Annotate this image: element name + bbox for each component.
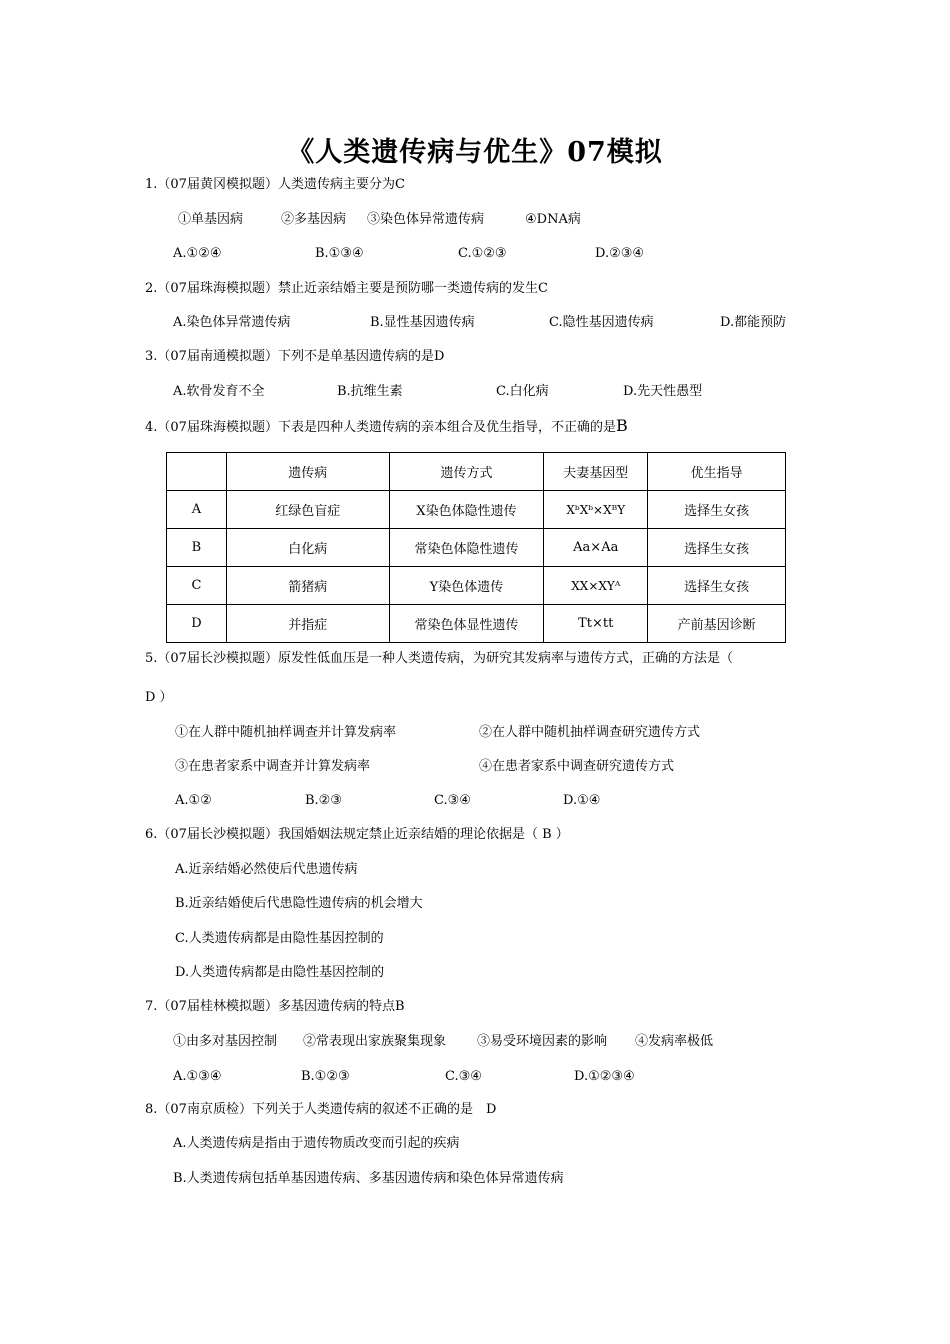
table-cell: 选择生女孩 bbox=[648, 491, 786, 529]
q6-option-b: B.近亲结婚使后代患隐性遗传病的机会增大 bbox=[175, 896, 423, 911]
question-8-stem: 8.（07南京质检）下列关于人类遗传病的叙述不正确的是 D bbox=[145, 1102, 497, 1117]
question-5-stem-continued: D ） bbox=[145, 690, 173, 705]
q7-item-2: ②常表现出家族聚集现象 bbox=[303, 1034, 447, 1049]
table-row bbox=[167, 567, 786, 605]
q2-option-b: B.显性基因遗传病 bbox=[370, 315, 475, 330]
table-header-cell: 优生指导 bbox=[648, 453, 786, 491]
q1-item-2: ②多基因病 bbox=[281, 212, 347, 227]
question-7-stem: 7.（07届桂林模拟题）多基因遗传病的特点B bbox=[145, 999, 405, 1014]
question-4-stem bbox=[145, 417, 628, 437]
table-row bbox=[167, 605, 786, 643]
table-cell: 常染色体隐性遗传 bbox=[389, 529, 544, 567]
q3-option-b: B.抗维生素 bbox=[337, 384, 403, 399]
table-cell: X染色体隐性遗传 bbox=[389, 491, 544, 529]
table-cell: Aa×Aa bbox=[544, 529, 648, 567]
table-cell: 选择生女孩 bbox=[648, 529, 786, 567]
table-cell: 红绿色盲症 bbox=[226, 491, 389, 529]
q1-item-4: ④DNA病 bbox=[525, 212, 581, 227]
q5-item-1: ①在人群中随机抽样调查并计算发病率 bbox=[175, 725, 397, 740]
table-row bbox=[167, 491, 786, 529]
q5-option-b: B.②③ bbox=[305, 793, 342, 808]
q3-option-a: A.软骨发育不全 bbox=[173, 384, 265, 399]
q2-option-d: D.都能预防 bbox=[720, 315, 787, 330]
q1-option-d: D.②③④ bbox=[595, 246, 645, 261]
q2-option-a: A.染色体异常遗传病 bbox=[173, 315, 291, 330]
table-cell: 常染色体显性遗传 bbox=[389, 605, 544, 643]
table-header-cell: 遗传方式 bbox=[389, 453, 544, 491]
table-header-row bbox=[167, 453, 786, 491]
q1-option-a: A.①②④ bbox=[173, 246, 222, 261]
question-3-stem: 3.（07届南通模拟题）下列不是单基因遗传病的是D bbox=[145, 349, 445, 364]
table-cell: 选择生女孩 bbox=[648, 567, 786, 605]
table-cell: B bbox=[167, 529, 227, 567]
question-2-stem: 2.（07届珠海模拟题）禁止近亲结婚主要是预防哪一类遗传病的发生C bbox=[145, 281, 548, 296]
q6-option-c: C.人类遗传病都是由隐性基因控制的 bbox=[175, 931, 384, 946]
q2-option-c: C.隐性基因遗传病 bbox=[549, 315, 654, 330]
q7-item-4: ④发病率极低 bbox=[635, 1034, 714, 1049]
q5-item-4: ④在患者家系中调查研究遗传方式 bbox=[479, 759, 675, 774]
q5-option-a: A.①② bbox=[175, 793, 212, 808]
q1-item-1: ①单基因病 bbox=[178, 212, 244, 227]
q7-option-d: D.①②③④ bbox=[574, 1069, 635, 1084]
q7-item-1: ①由多对基因控制 bbox=[173, 1034, 278, 1049]
table-cell: Tt×tt bbox=[544, 605, 648, 643]
q7-option-c: C.③④ bbox=[445, 1069, 482, 1084]
q5-option-c: C.③④ bbox=[434, 793, 471, 808]
table-cell: 白化病 bbox=[226, 529, 389, 567]
q1-option-b: B.①③④ bbox=[315, 246, 364, 261]
q3-option-d: D.先天性愚型 bbox=[623, 384, 703, 399]
q7-item-3: ③易受环境因素的影响 bbox=[477, 1034, 608, 1049]
q8-option-a: A.人类遗传病是指由于遗传物质改变而引起的疾病 bbox=[173, 1136, 460, 1151]
q1-option-c: C.①②③ bbox=[458, 246, 507, 261]
page-title: 《人类遗传病与优生》07模拟 bbox=[287, 137, 663, 168]
table-header-cell: 遗传病 bbox=[226, 453, 389, 491]
table-cell: 并指症 bbox=[226, 605, 389, 643]
table-cell: 箭猪病 bbox=[226, 567, 389, 605]
table-cell: A bbox=[167, 491, 227, 529]
q5-item-2: ②在人群中随机抽样调查研究遗传方式 bbox=[479, 725, 701, 740]
question-1-stem: 1.（07届黄冈模拟题）人类遗传病主要分为C bbox=[145, 177, 405, 192]
table-cell: XX×XYᴬ bbox=[544, 567, 648, 605]
q6-option-a: A.近亲结婚必然使后代患遗传病 bbox=[175, 862, 358, 877]
question-5-stem: 5.（07届长沙模拟题）原发性低血压是一种人类遗传病，为研究其发病率与遗传方式，正确的方法是（ bbox=[145, 651, 733, 666]
genetics-table bbox=[166, 452, 786, 643]
table-cell: C bbox=[167, 567, 227, 605]
q4-stem-text: 4.（07届珠海模拟题）下表是四种人类遗传病的亲本组合及优生指导，不正确的是 bbox=[145, 420, 616, 435]
q8-option-b: B.人类遗传病包括单基因遗传病、多基因遗传病和染色体异常遗传病 bbox=[173, 1171, 564, 1186]
table-cell: D bbox=[167, 605, 227, 643]
table-cell: Y染色体遗传 bbox=[389, 567, 544, 605]
q7-option-a: A.①③④ bbox=[173, 1069, 222, 1084]
table-cell: 产前基因诊断 bbox=[648, 605, 786, 643]
table-header-cell: 夫妻基因型 bbox=[544, 453, 648, 491]
q1-item-3: ③染色体异常遗传病 bbox=[367, 212, 485, 227]
question-6-stem: 6.（07届长沙模拟题）我国婚姻法规定禁止近亲结婚的理论依据是（ B ） bbox=[145, 827, 569, 842]
q6-option-d: D.人类遗传病都是由隐性基因控制的 bbox=[175, 965, 385, 980]
q4-answer: B bbox=[615, 416, 628, 435]
q3-option-c: C.白化病 bbox=[496, 384, 549, 399]
q5-item-3: ③在患者家系中调查并计算发病率 bbox=[175, 759, 371, 774]
q7-option-b: B.①②③ bbox=[301, 1069, 350, 1084]
table-header-cell bbox=[167, 453, 227, 491]
q5-option-d: D.①④ bbox=[563, 793, 601, 808]
table-row bbox=[167, 529, 786, 567]
table-cell: XᵇXᵇ×XᴮY bbox=[544, 491, 648, 529]
